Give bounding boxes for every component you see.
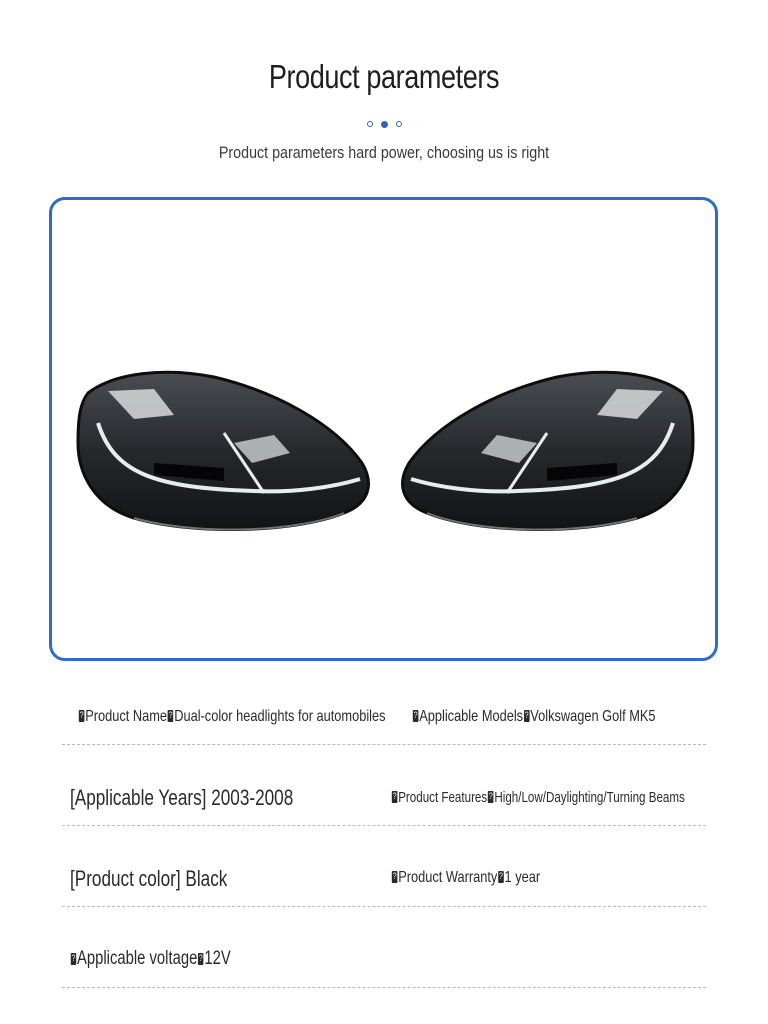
param-row-2: [62, 745, 706, 826]
pager-dot-3: [396, 121, 402, 127]
pager-dot-1: [367, 121, 373, 127]
param-product-features: [391, 790, 685, 806]
param-product-name: [78, 708, 386, 726]
missing-glyph-icon: [198, 953, 203, 965]
page-subtitle: Product parameters hard power, choosing us is right: [218, 143, 550, 162]
param-applicable-voltage: [70, 948, 231, 970]
headlight-image-right: [74, 363, 374, 548]
param-applicable-years: [Applicable Years] 2003-2008: [70, 785, 294, 810]
missing-glyph-icon: [168, 710, 174, 722]
missing-glyph-icon: [392, 791, 398, 803]
missing-glyph-icon: [488, 791, 494, 803]
headlight-image-left: [397, 363, 697, 548]
param-label: Product Features: [398, 790, 488, 806]
param-row-3: [62, 826, 706, 907]
param-value: High/Low/Daylighting/Turning Beams: [494, 790, 685, 806]
product-image-frame: [49, 197, 718, 661]
param-applicable-models: [412, 708, 656, 726]
param-row-4: [62, 907, 706, 988]
param-label: Applicable Models: [419, 708, 524, 725]
param-label: Applicable voltage: [77, 948, 198, 969]
param-label: Product Warranty: [398, 869, 498, 886]
pager-dots: [0, 121, 768, 128]
missing-glyph-icon: [71, 953, 76, 965]
missing-glyph-icon: [524, 710, 530, 722]
param-value: 12V: [204, 948, 231, 969]
page-title: Product parameters: [268, 58, 500, 95]
parameters-table: [62, 690, 706, 988]
param-value: 1 year: [504, 869, 541, 886]
missing-glyph-icon: [413, 710, 419, 722]
param-product-warranty: [391, 869, 540, 887]
missing-glyph-icon: [498, 871, 504, 883]
param-label: Product Name: [85, 708, 168, 725]
param-product-color: [Product color] Black: [70, 866, 228, 891]
param-value: Dual-color headlights for automobiles: [174, 708, 386, 725]
missing-glyph-icon: [79, 710, 85, 722]
param-row-1: [62, 690, 706, 745]
param-value: Volkswagen Golf MK5: [530, 708, 656, 725]
pager-dot-2-active: [381, 121, 388, 128]
missing-glyph-icon: [392, 871, 398, 883]
